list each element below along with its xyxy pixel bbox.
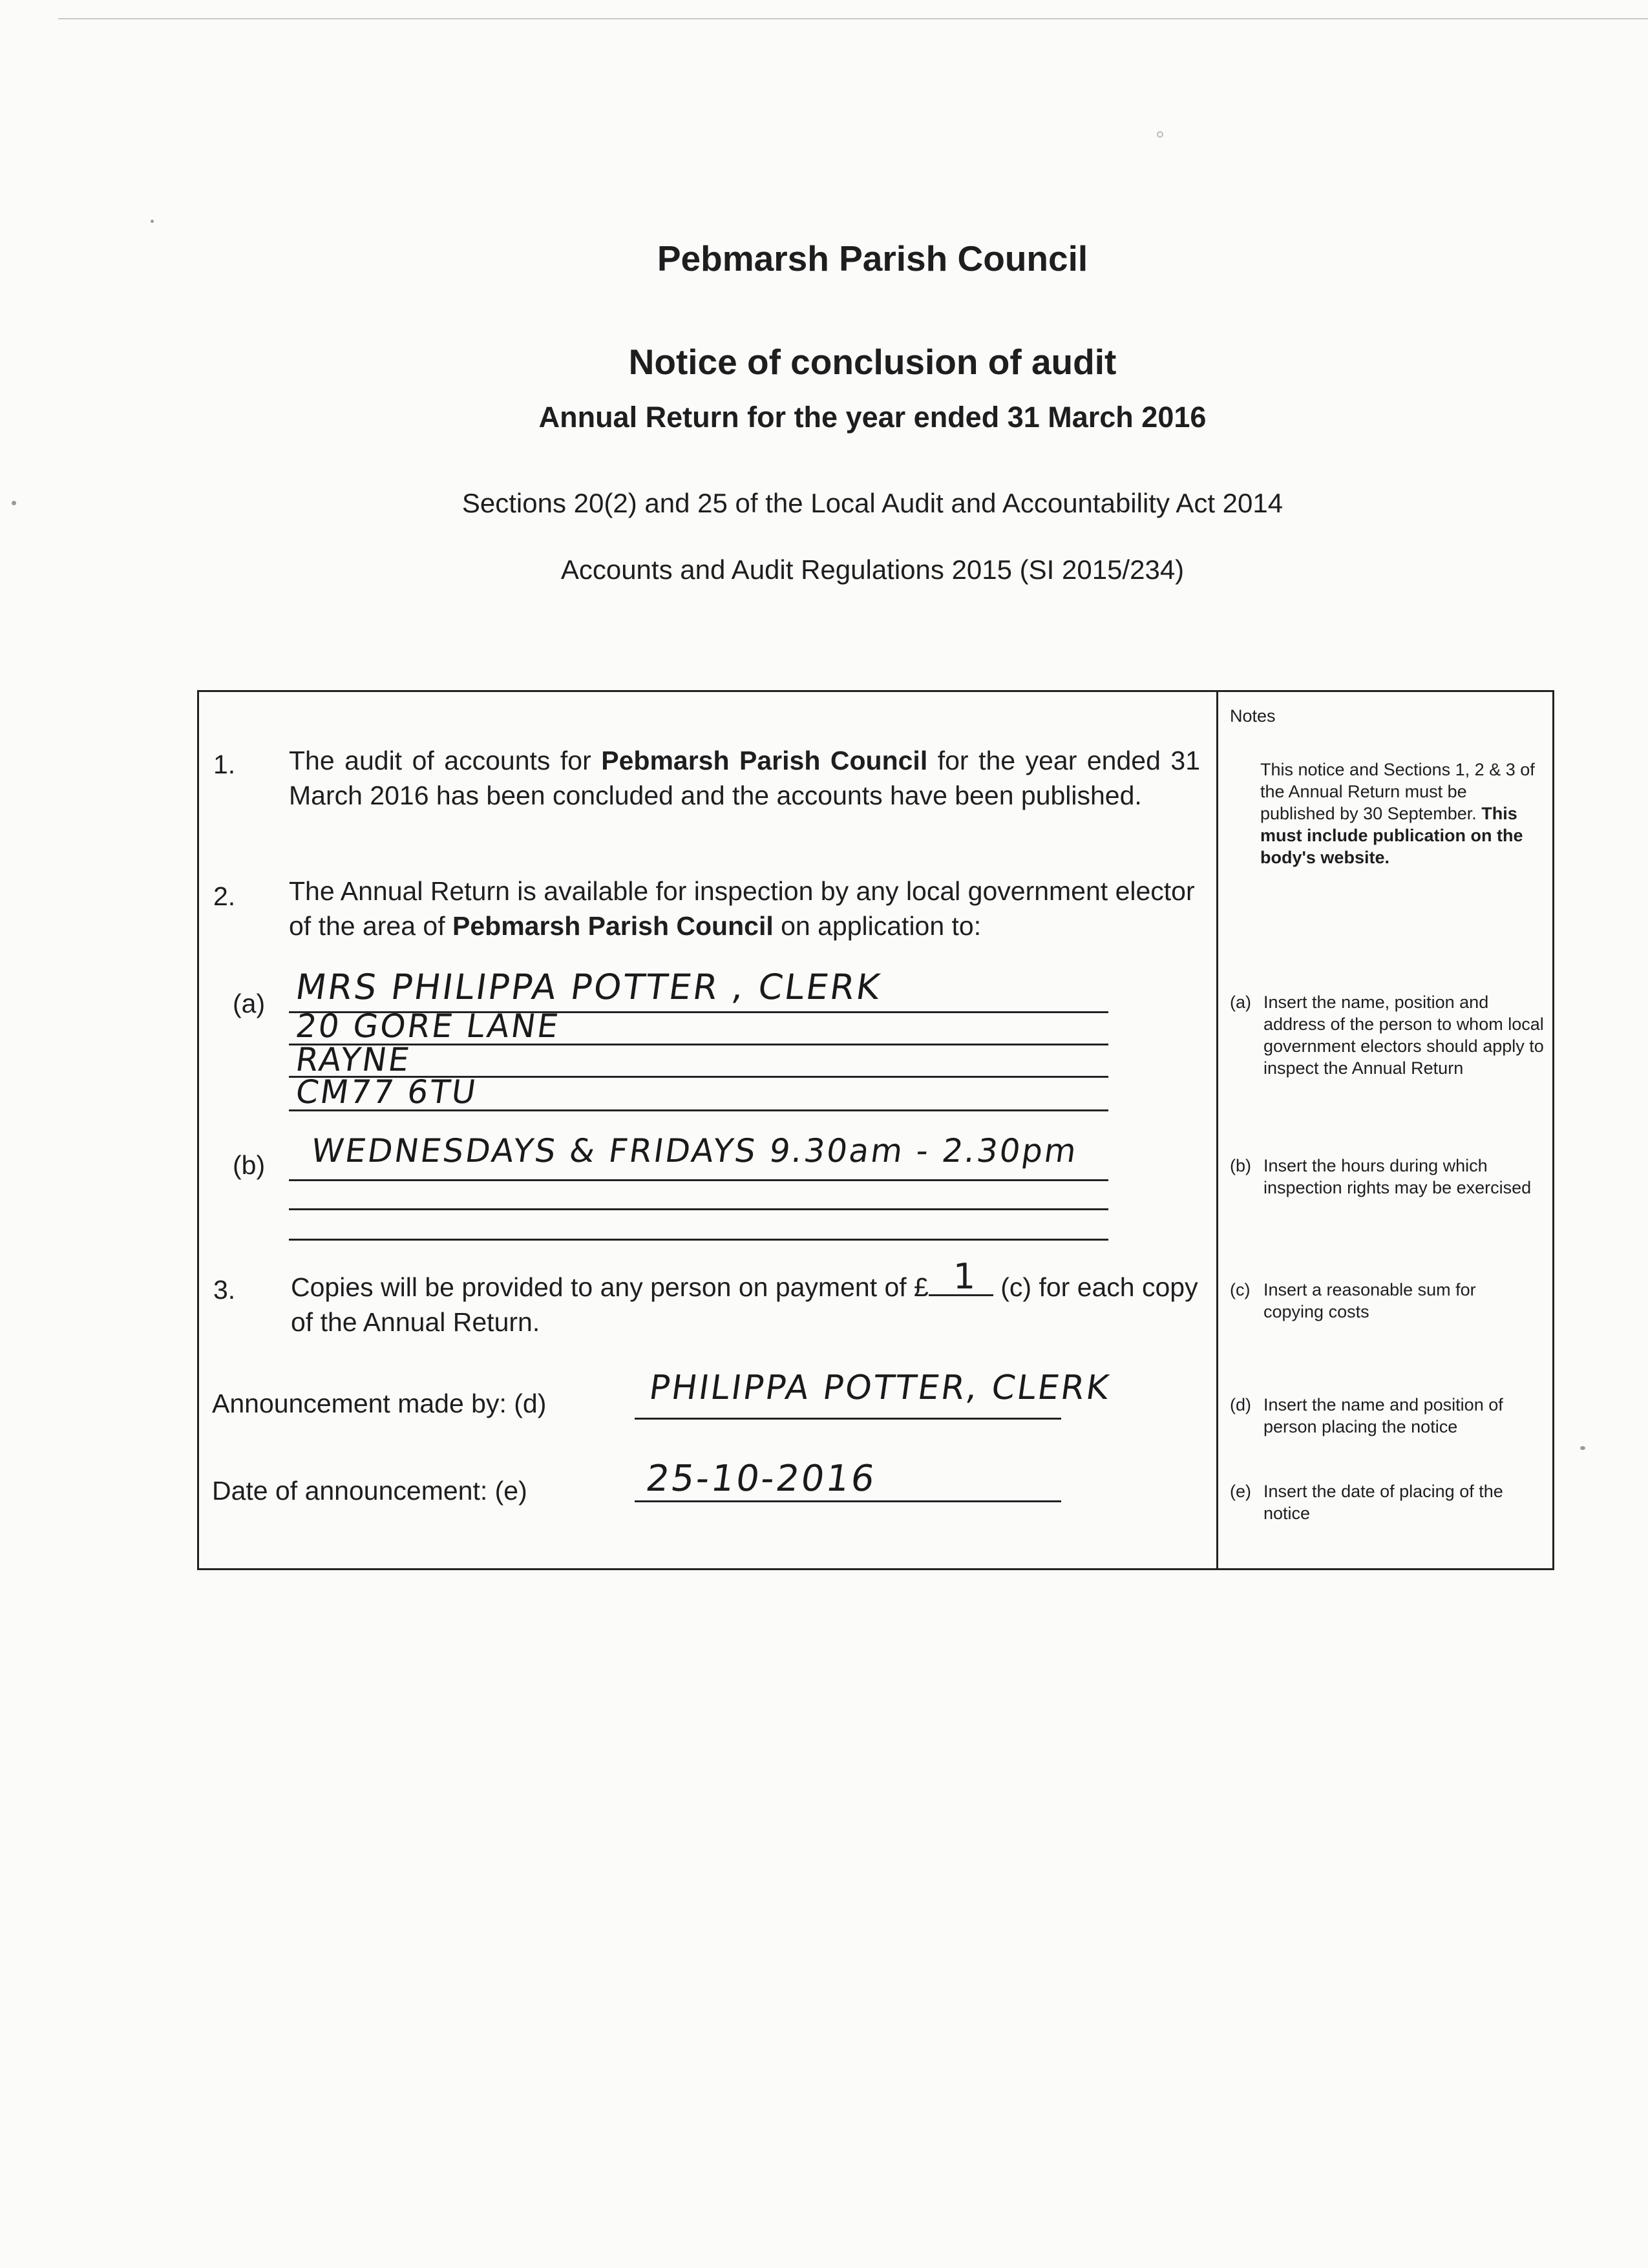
copy-fee-field[interactable] — [929, 1256, 993, 1297]
field-a-street-entry[interactable]: 20 GORE LANE — [293, 1007, 563, 1045]
notes-column-divider — [1216, 690, 1218, 1570]
item-1-text-start: The audit of accounts for — [289, 746, 602, 775]
item-1-text-end: for the year ended 31 March 2016 has been concluded and the accounts have been published. — [289, 746, 1200, 810]
item-2-text — [289, 874, 1207, 943]
item-2-number: 2. — [213, 881, 236, 911]
note-publication-bold: This must include publication on the body's website. — [1260, 804, 1523, 867]
scan-speck — [1580, 1446, 1585, 1450]
date-entry[interactable]: 25-10-2016 — [643, 1458, 880, 1500]
item-3-text-end: (c) for each copy of the Annual Return. — [291, 1272, 1198, 1337]
note-publication — [1260, 759, 1538, 868]
field-b-line-3 — [289, 1239, 1108, 1241]
scan-speck — [12, 501, 16, 505]
field-b-hours-entry[interactable]: WEDNESDAYS & FRIDAYS 9.30am - 2.30pm — [308, 1132, 1081, 1170]
item-2-text-end: on application to: — [773, 911, 982, 941]
scan-edge-line — [58, 18, 1648, 19]
announcement-label: Announcement made by: (d) — [212, 1389, 547, 1418]
note-c-label: (c) — [1230, 1280, 1251, 1299]
council-title: Pebmarsh Parish Council — [657, 238, 1088, 278]
announcement-name-entry[interactable]: PHILIPPA POTTER, CLERK — [646, 1369, 1114, 1407]
field-a-line-4 — [289, 1109, 1108, 1111]
field-a-town-entry[interactable]: RAYNE — [293, 1041, 414, 1078]
copy-fee-value: 1 — [953, 1256, 976, 1297]
note-d-label: (d) — [1230, 1395, 1251, 1414]
item-2-council-name: Pebmarsh Parish Council — [452, 911, 774, 941]
item-3-text — [291, 1256, 1209, 1339]
note-e-text: Insert the date of placing of the notice — [1263, 1482, 1503, 1523]
note-a-label: (a) — [1230, 992, 1251, 1012]
field-a-name-entry[interactable]: MRS PHILIPPA POTTER , CLERK — [293, 967, 884, 1007]
field-a-postcode-entry[interactable]: CM77 6TU — [293, 1073, 480, 1111]
field-a-label: (a) — [233, 989, 266, 1018]
notes-heading: Notes — [1230, 706, 1276, 726]
item-1-number: 1. — [213, 750, 236, 779]
note-publication-text: This notice and Sections 1, 2 & 3 of the Annual Return must be published by 30 September. — [1260, 760, 1535, 823]
date-line — [635, 1500, 1061, 1502]
legislation-regulations: Accounts and Audit Regulations 2015 (SI 2015/234) — [560, 554, 1185, 585]
field-b-line-1 — [289, 1179, 1108, 1181]
note-d-text: Insert the name and position of person placing the notice — [1263, 1395, 1503, 1436]
item-3-number: 3. — [213, 1275, 236, 1305]
item-2-text-start: The Annual Return is available for inspection by any local government elector of the area of — [289, 876, 1195, 941]
note-c-text: Insert a reasonable sum for copying costs — [1263, 1280, 1476, 1321]
item-1-council-name: Pebmarsh Parish Council — [601, 746, 928, 775]
item-1-text — [289, 743, 1200, 813]
field-b-label: (b) — [233, 1150, 266, 1180]
note-e-label: (e) — [1230, 1482, 1251, 1501]
note-a-text: Insert the name, position and address of the person to whom local government electors should apply to inspect the Annual Return — [1263, 992, 1544, 1078]
field-b-line-2 — [289, 1208, 1108, 1210]
scan-speck — [1157, 131, 1163, 138]
legislation-sections: Sections 20(2) and 25 of the Local Audit and Accountability Act 2014 — [461, 488, 1284, 518]
date-label: Date of announcement: (e) — [212, 1476, 527, 1506]
item-3-text-start: Copies will be provided to any person on payment of £ — [291, 1272, 929, 1302]
annual-return-title: Annual Return for the year ended 31 March 2016 — [538, 401, 1207, 434]
announcement-line — [635, 1418, 1061, 1420]
note-b-text: Insert the hours during which inspection rights may be exercised — [1263, 1156, 1532, 1197]
note-b-label: (b) — [1230, 1156, 1251, 1175]
scan-speck — [151, 220, 154, 223]
notice-title: Notice of conclusion of audit — [628, 342, 1117, 382]
